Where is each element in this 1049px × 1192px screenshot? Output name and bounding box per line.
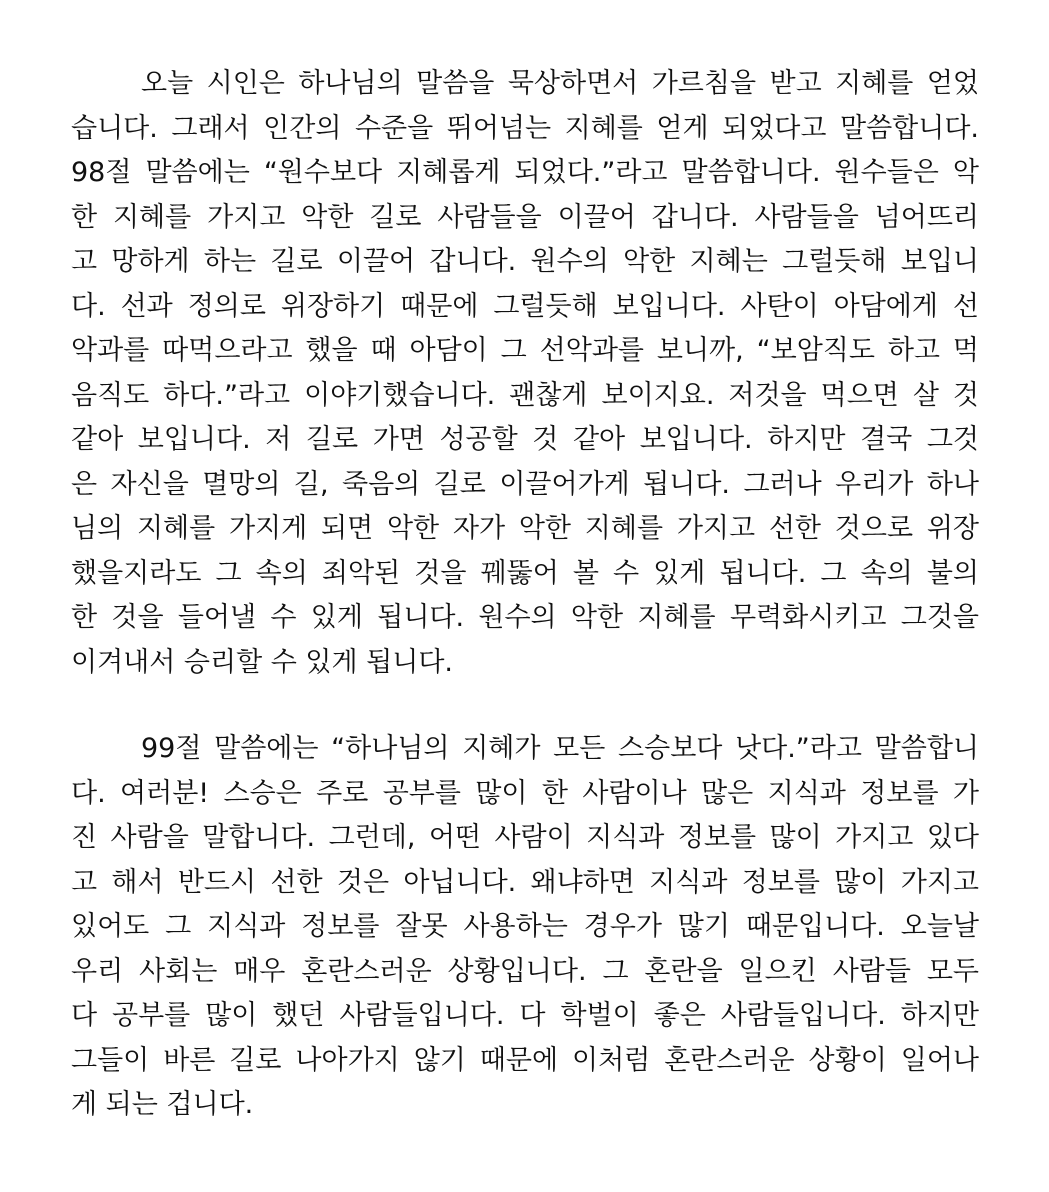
text-line: 같아 보입니다. 저 길로 가면 성공할 것 같아 보입니다. 하지만 결국 그것 <box>71 424 979 455</box>
text-line: 님의 지혜를 가지게 되면 악한 자가 악한 지혜를 가지고 선한 것으로 위장 <box>71 513 979 544</box>
paragraph-gap <box>71 685 979 727</box>
text-line: 우리 사회는 매우 혼란스러운 상황입니다. 그 혼란을 일으킨 사람들 모두 <box>71 955 979 987</box>
text-line: 했을지라도 그 속의 죄악된 것을 꿰뚫어 볼 수 있게 됩니다. 그 속의 불의 <box>71 557 979 589</box>
text-line: 게 되는 겁니다. <box>71 1089 254 1120</box>
paragraph-1 <box>71 62 979 685</box>
text-line: 다 공부를 많이 했던 사람들입니다. 다 학벌이 좋은 사람들입니다. 하지만 <box>71 1000 979 1031</box>
paragraph-2 <box>71 727 979 1128</box>
text-line: 한 것을 들어낼 수 있게 됩니다. 원수의 악한 지혜를 무력화시키고 그것을 <box>71 602 979 633</box>
text-line: 고 망하게 하는 길로 이끌어 갑니다. 원수의 악한 지혜는 그럴듯해 보입니 <box>71 246 979 277</box>
text-line: 그들이 바른 길로 나아가지 않기 때문에 이처럼 혼란스러운 상황이 일어나 <box>71 1044 979 1076</box>
text-line: 98절 말씀에는 “원수보다 지혜롭게 되었다.”라고 말씀합니다. 원수들은 악 <box>71 157 979 188</box>
text-line: 습니다. 그래서 인간의 수준을 뛰어넘는 지혜를 얻게 되었다고 말씀합니다. <box>71 112 979 144</box>
text-line: 음직도 하다.”라고 이야기했습니다. 괜찮게 보이지요. 저것을 먹으면 살 것 <box>71 379 979 411</box>
text-line: 이겨내서 승리할 수 있게 됩니다. <box>71 646 453 678</box>
text-line: 은 자신을 멸망의 길, 죽음의 길로 이끌어가게 됩니다. 그러나 우리가 하나 <box>71 468 979 500</box>
text-line: 고 해서 반드시 선한 것은 아닙니다. 왜냐하면 지식과 정보를 많이 가지고 <box>71 866 979 898</box>
text-line: 다. 선과 정의로 위장하기 때문에 그럴듯해 보입니다. 사탄이 아담에게 선 <box>71 290 979 322</box>
text-line: 진 사람을 말합니다. 그런데, 어떤 사람이 지식과 정보를 많이 가지고 있다 <box>71 822 979 853</box>
text-line: 악과를 따먹으라고 했을 때 아담이 그 선악과를 보니까, “보암직도 하고 먹 <box>71 335 979 366</box>
text-line: 다. 여러분! 스승은 주로 공부를 많이 한 사람이나 많은 지식과 정보를 가 <box>71 777 979 809</box>
text-line: 있어도 그 지식과 정보를 잘못 사용하는 경우가 많기 때문입니다. 오늘날 <box>71 911 979 942</box>
text-line: 한 지혜를 가지고 악한 길로 사람들을 이끌어 갑니다. 사람들을 넘어뜨리 <box>71 201 979 233</box>
text-line: 99절 말씀에는 “하나님의 지혜가 모든 스승보다 낫다.”라고 말씀합니 <box>141 733 979 764</box>
text-line: 오늘 시인은 하나님의 말씀을 묵상하면서 가르침을 받고 지혜를 얻었 <box>141 68 979 99</box>
document-page <box>71 62 979 1128</box>
